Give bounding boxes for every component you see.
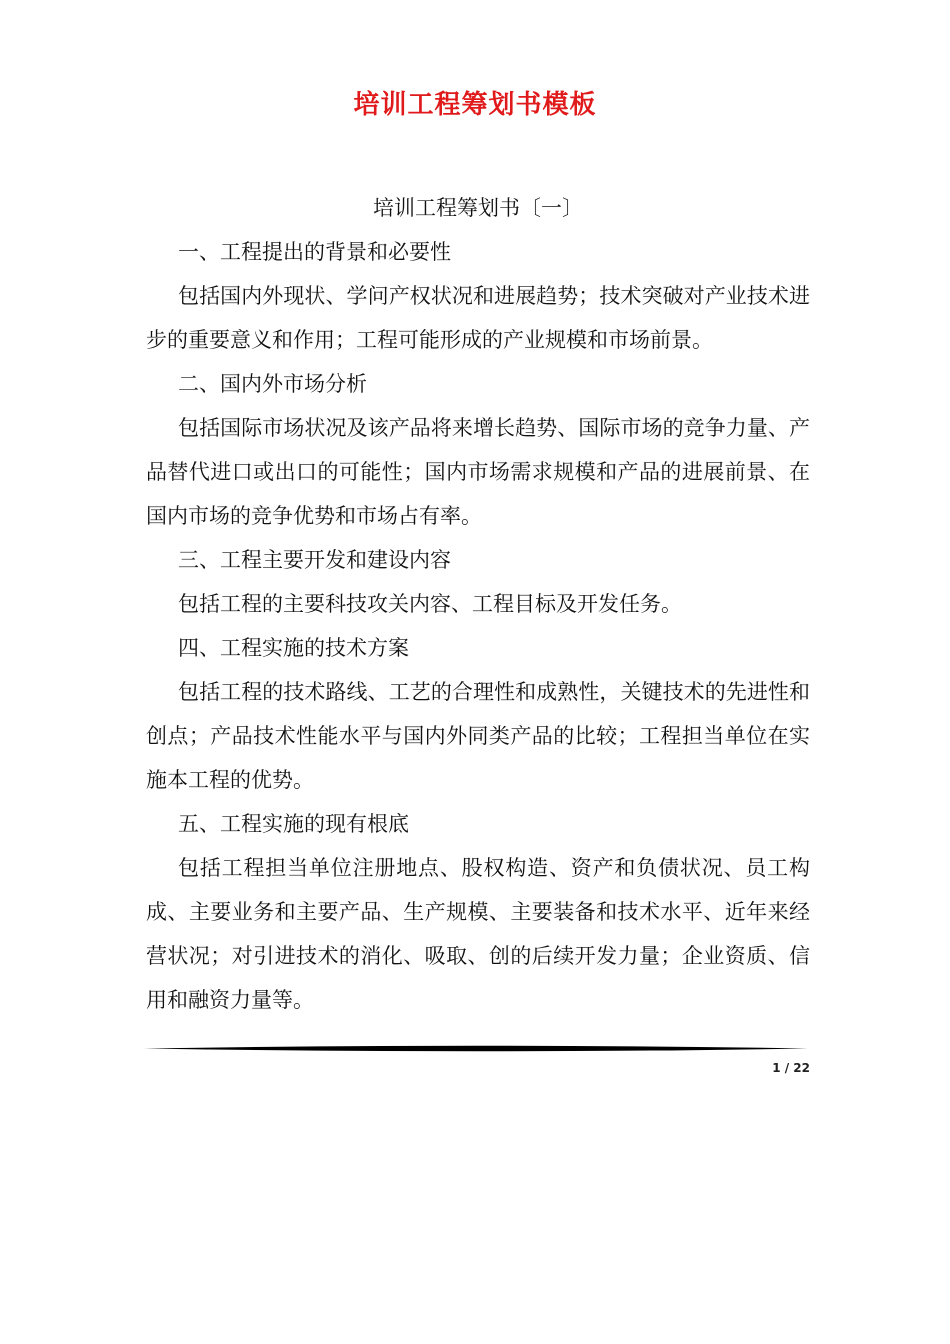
section-paragraph: 包括工程的主要科技攻关内容、工程目标及开发任务。 [178, 592, 682, 616]
section-heading: 三、工程主要开发和建设内容 [178, 548, 451, 572]
section-heading: 二、国内外市场分析 [178, 372, 367, 396]
document-title: 培训工程筹划书模板 [353, 90, 597, 120]
footer-divider [144, 1044, 808, 1053]
section-paragraph: 包括工程的技术路线、工艺的合理性和成熟性，关键技术的先进性和创点；产品技术性能水平与国内外同类产品的比较；工程担当单位在实施本工程的优势。 [146, 680, 810, 792]
section-paragraph: 包括国际市场状况及该产品将来增长趋势、国际市场的竞争力量、产品替代进口或出口的可能性；国内市场需求规模和产品的进展前景、在国内市场的竞争优势和市场占有率。 [146, 416, 810, 528]
section-heading: 四、工程实施的技术方案 [178, 636, 409, 660]
document-body [146, 186, 810, 1022]
section-heading: 一、工程提出的背景和必要性 [178, 240, 451, 264]
section-heading: 五、工程实施的现有根底 [178, 812, 409, 836]
document-subtitle: 培训工程筹划书〔一〕 [373, 196, 583, 220]
page-number: 1 / 22 [772, 1061, 810, 1075]
section-paragraph: 包括国内外现状、学问产权状况和进展趋势；技术突破对产业技术进步的重要意义和作用；工程可能形成的产业规模和市场前景。 [146, 284, 810, 352]
section-paragraph: 包括工程担当单位注册地点、股权构造、资产和负债状况、员工构成、主要业务和主要产品、生产规模、主要装备和技术水平、近年来经营状况；对引进技术的消化、吸取、创的后续开发力量；企业资质、信用和融资力量等。 [146, 856, 810, 1012]
